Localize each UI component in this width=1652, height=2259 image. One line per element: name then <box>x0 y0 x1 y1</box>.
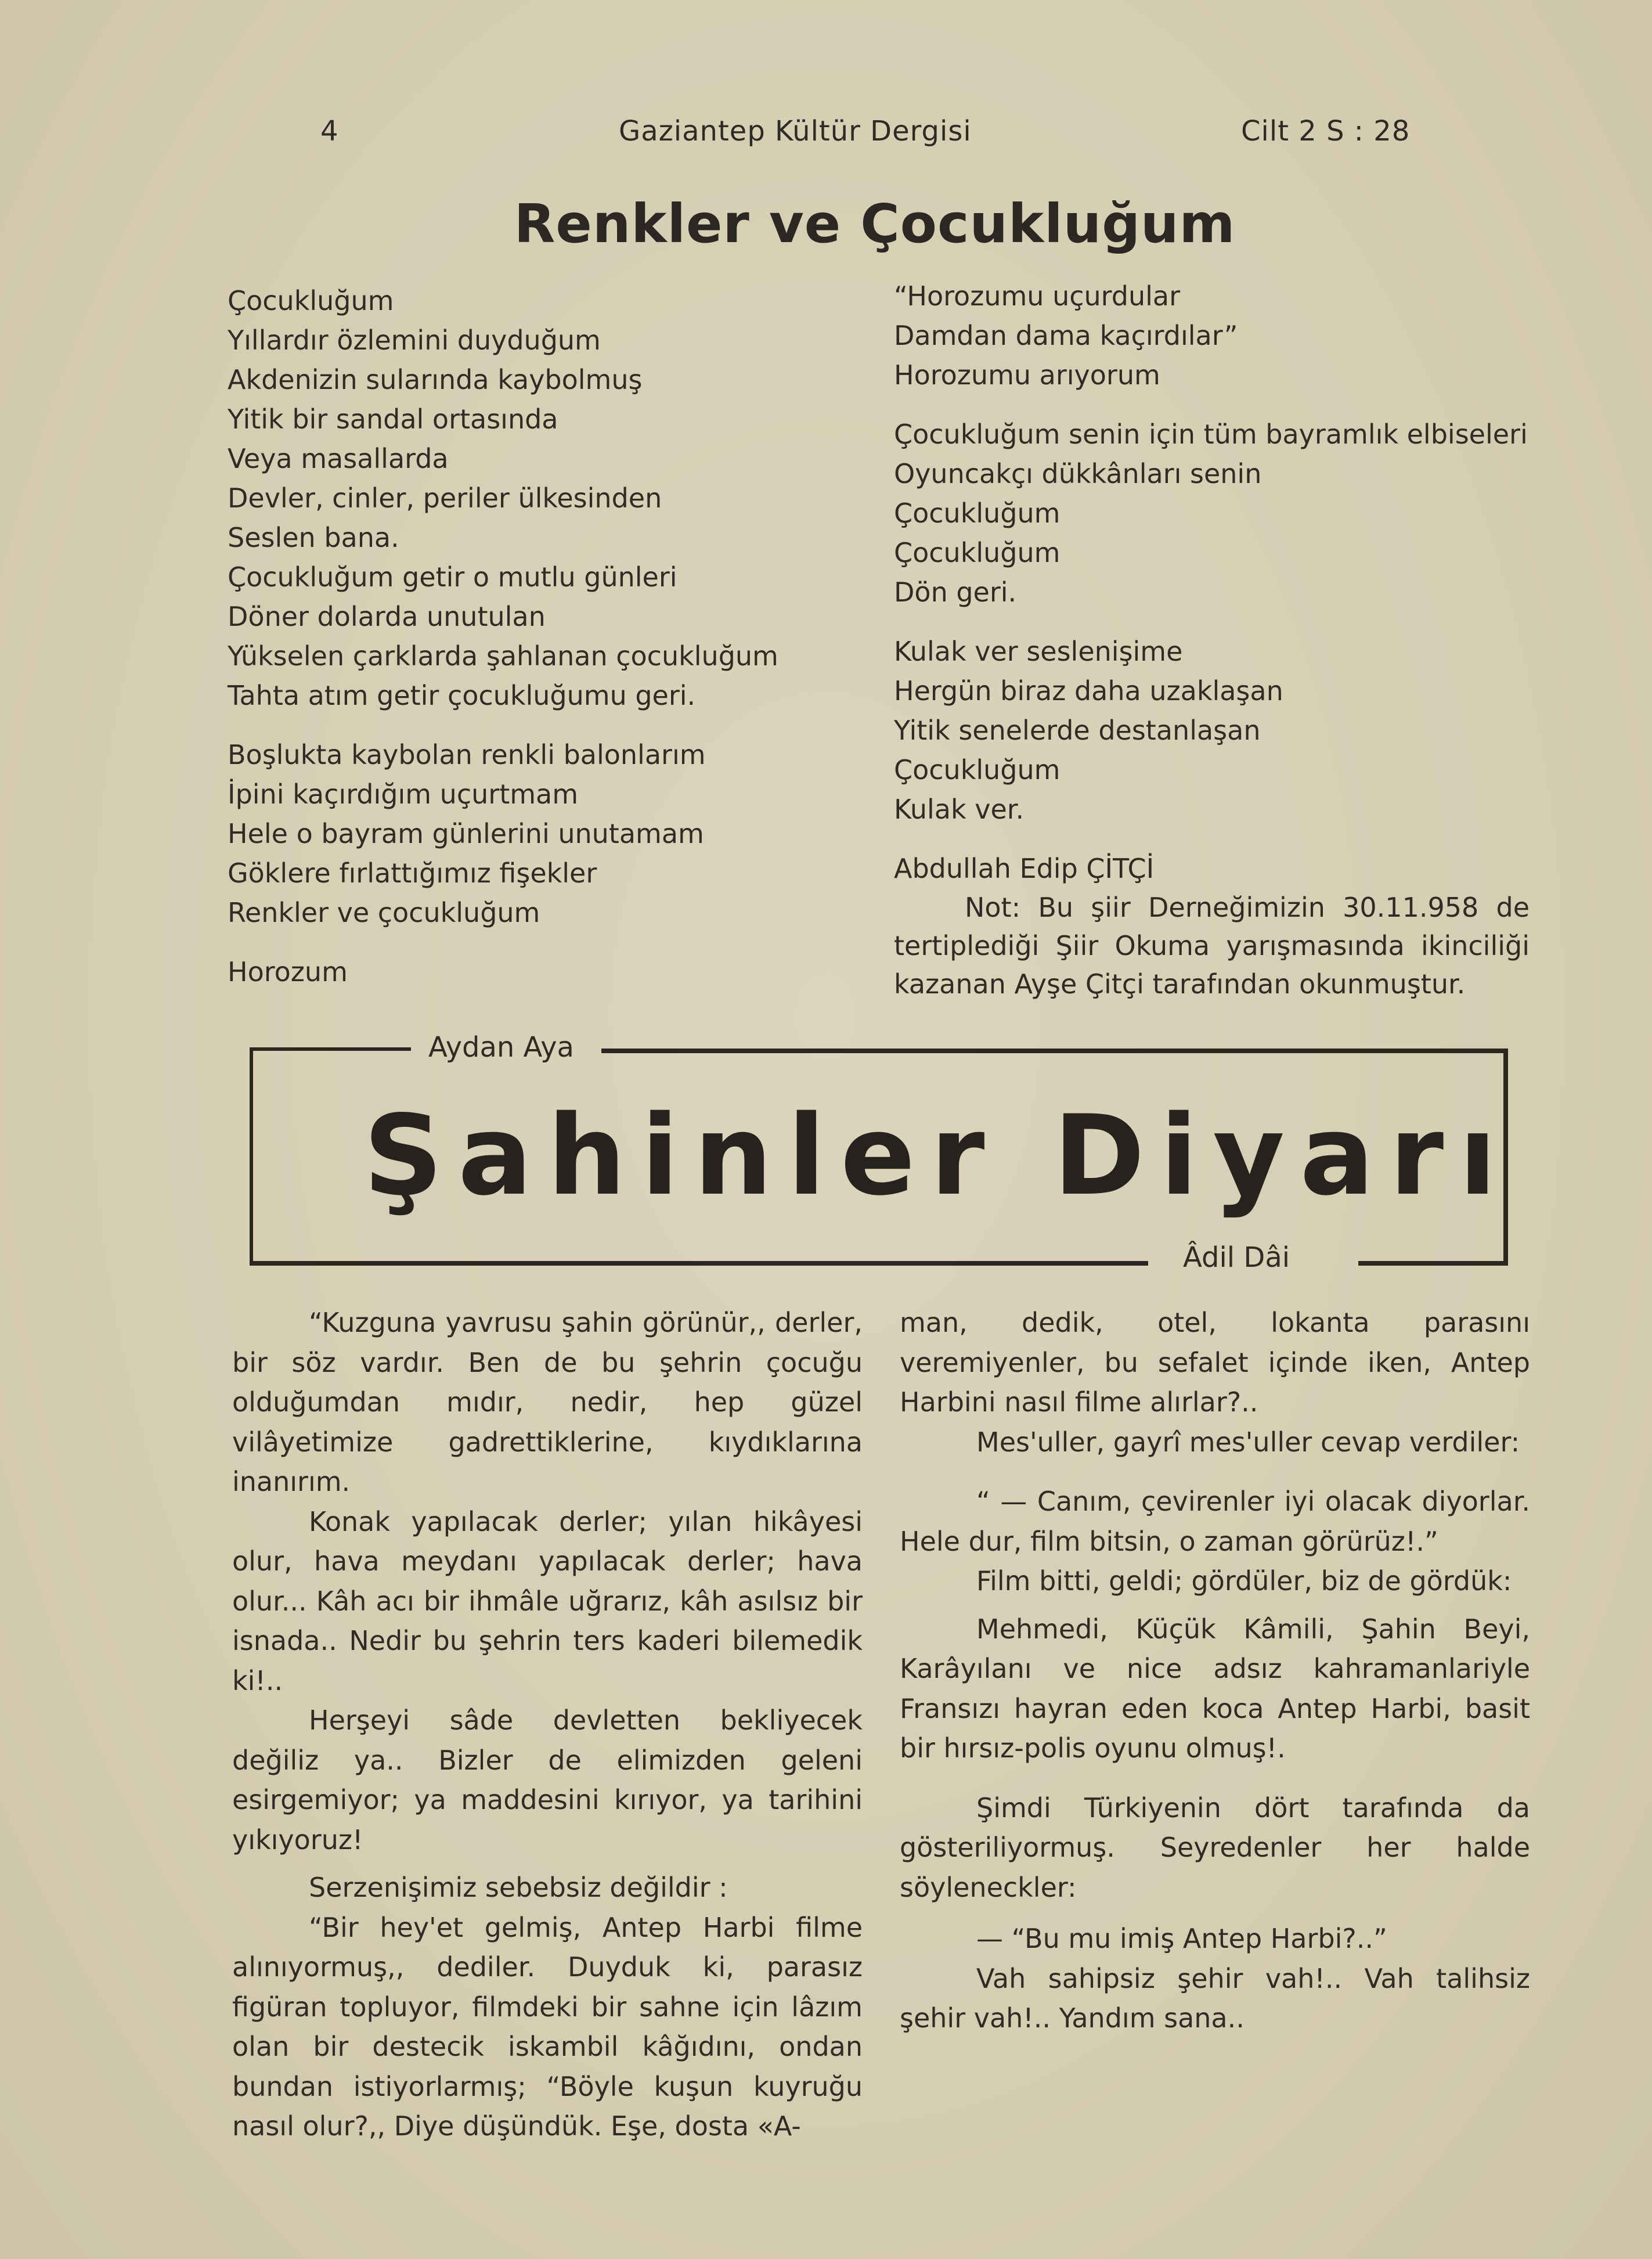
poem-line: Oyuncakçı dükkânları senin <box>894 458 1262 489</box>
poem-line: “Horozumu uçurdular <box>894 280 1181 312</box>
paragraph: Mes'uller, gayrî mes'uller cevap verdiler: <box>976 1426 1520 1458</box>
paragraph: — “Bu mu imiş Antep Harbi?..” <box>976 1923 1387 1954</box>
poem-line: Horozum <box>228 956 348 988</box>
poem-line: Tahta atım getir çocukluğumu geri. <box>228 680 696 711</box>
poem-line: Çocukluğum getir o mutlu günleri <box>228 561 677 593</box>
poem-line: Döner dolarda unutulan <box>228 601 546 632</box>
poem-line: Devler, cinler, periler ülkesinden <box>228 482 662 514</box>
poem-line: Renkler ve çocukluğum <box>228 897 540 928</box>
poem-line: Seslen bana. <box>228 522 399 553</box>
poem-line: Yükselen çarklarda şahlanan çocukluğum <box>228 640 778 672</box>
paragraph: Serzenişimiz sebebsiz değildir : <box>309 1872 728 1903</box>
page-number: 4 <box>320 115 339 147</box>
poem-line: Akdenizin sularında kaybolmuş <box>228 364 643 395</box>
article-left-column <box>232 1303 863 2146</box>
poem-right-column <box>894 276 1530 1003</box>
poem-line: Çocukluğum <box>894 754 1061 786</box>
frame-line <box>250 1047 253 1266</box>
paragraph: Şimdi Türkiyenin dört tarafında da gösteriliyormuş. Seyredenler her halde söyleneckler: <box>900 1792 1530 1903</box>
poem-line: Çocukluğum senin için tüm bayramlık elbiseleri <box>894 419 1528 450</box>
article-right-column <box>900 1303 1530 2038</box>
poem-note: Not: Bu şiir Derneğimizin 30.11.958 de tertiplediği Şiir Okuma yarışmasında ikinciliği kazanan Ayşe Çitçi tarafından okunmuştur. <box>894 892 1530 1000</box>
poem-line: İpini kaçırdığım uçurtmam <box>228 779 579 810</box>
poem-line: Hele o bayram günlerini unutamam <box>228 818 704 849</box>
poem-line: Göklere fırlattığımız fişekler <box>228 858 597 889</box>
volume-issue: Cilt 2 S : 28 <box>1241 115 1411 147</box>
magazine-name: Gaziantep Kültür Dergisi <box>619 115 972 147</box>
paragraph: Vah sahipsiz şehir vah!.. Vah talihsiz şehir vah!.. Yandım sana.. <box>900 1962 1530 2034</box>
frame-line <box>250 1261 1148 1266</box>
paragraph: man, dedik, otel, lokanta parasını veremiyenler, bu sefalet içinde iken, Antep Harbini nasıl filme alırlar?.. <box>900 1307 1530 1418</box>
poem-line: Kulak ver seslenişime <box>894 636 1183 667</box>
section-label: Aydan Aya <box>428 1031 574 1064</box>
article-title: Şahinler Diyarı <box>363 1091 1512 1220</box>
poem-line: Damdan dama kaçırdılar” <box>894 320 1238 351</box>
poem-line: Çocukluğum <box>894 537 1061 568</box>
poem-author: Abdullah Edip ÇİTÇİ <box>894 853 1155 884</box>
poem-left-column <box>228 281 778 992</box>
poem-line: Veya masallarda <box>228 443 449 474</box>
frame-line <box>601 1049 1508 1053</box>
paragraph: “ — Canım, çevirenler iyi olacak diyorlar. Hele dur, film bitsin, o zaman görürüz!.” <box>900 1486 1530 1557</box>
paragraph: “Kuzguna yavrusu şahin görünür,, derler, bir söz vardır. Ben de bu şehrin çocuğu olduğumdan mıdır, nedir, hep güzel vilâyetimize gadrettiklerine, kıydıklarına inanırım. <box>232 1307 863 1497</box>
poem-line: Horozumu arıyorum <box>894 359 1160 391</box>
paragraph: Konak yapılacak derler; yılan hikâyesi olur, hava meydanı yapılacak derler; hava olur... Kâh acı bir ihmâle uğrarız, kâh asılsız bir isnada.. Nedir bu şehrin ters kaderi bilemedik ki!.. <box>232 1505 863 1696</box>
poem-line: Kulak ver. <box>894 794 1025 825</box>
poem-title: Renkler ve Çocukluğum <box>514 193 1236 255</box>
poem-line: Yitik senelerde destanlaşan <box>894 715 1261 746</box>
paragraph: Herşeyi sâde devletten bekliyecek değiliz ya.. Bizler de elimizden geleni esirgemiyor; ya maddesini kırıyor, ya tarihini yıkıyoruz! <box>232 1705 863 1856</box>
paragraph: Film bitti, geldi; gördüler, biz de gördük: <box>976 1565 1512 1597</box>
paragraph: “Bir hey'et gelmiş, Antep Harbi filme alınıyormuş,, dediler. Duyduk ki, parasız figüran topluyor, filmdeki bir sahne için lâzım olan bir destecik iskambil kâğıdını, ondan bundan istiyorlarmış; “Böyle kuşun kuyruğu nasıl olur?,, Diye düşündük. Eşe, dosta «A- <box>232 1911 863 2142</box>
poem-line: Yıllardır özlemini duyduğum <box>228 325 601 356</box>
frame-line <box>1358 1261 1508 1266</box>
poem-line: Çocukluğum <box>894 498 1061 529</box>
poem-line: Boşlukta kaybolan renkli balonlarım <box>228 739 706 770</box>
frame-line <box>250 1047 411 1051</box>
poem-line: Dön geri. <box>894 577 1017 608</box>
article-author: Âdil Dâi <box>1183 1241 1290 1274</box>
poem-line: Hergün biraz daha uzaklaşan <box>894 675 1283 707</box>
paragraph: Mehmedi, Küçük Kâmili, Şahin Beyi, Karâyılanı ve nice adsız kahramanlariyle Fransızı hayran eden koca Antep Harbi, basit bir hırsız-polis oyunu olmuş!. <box>900 1613 1530 1764</box>
poem-line: Yitik bir sandal ortasında <box>228 403 558 435</box>
poem-line: Çocukluğum <box>228 285 394 316</box>
